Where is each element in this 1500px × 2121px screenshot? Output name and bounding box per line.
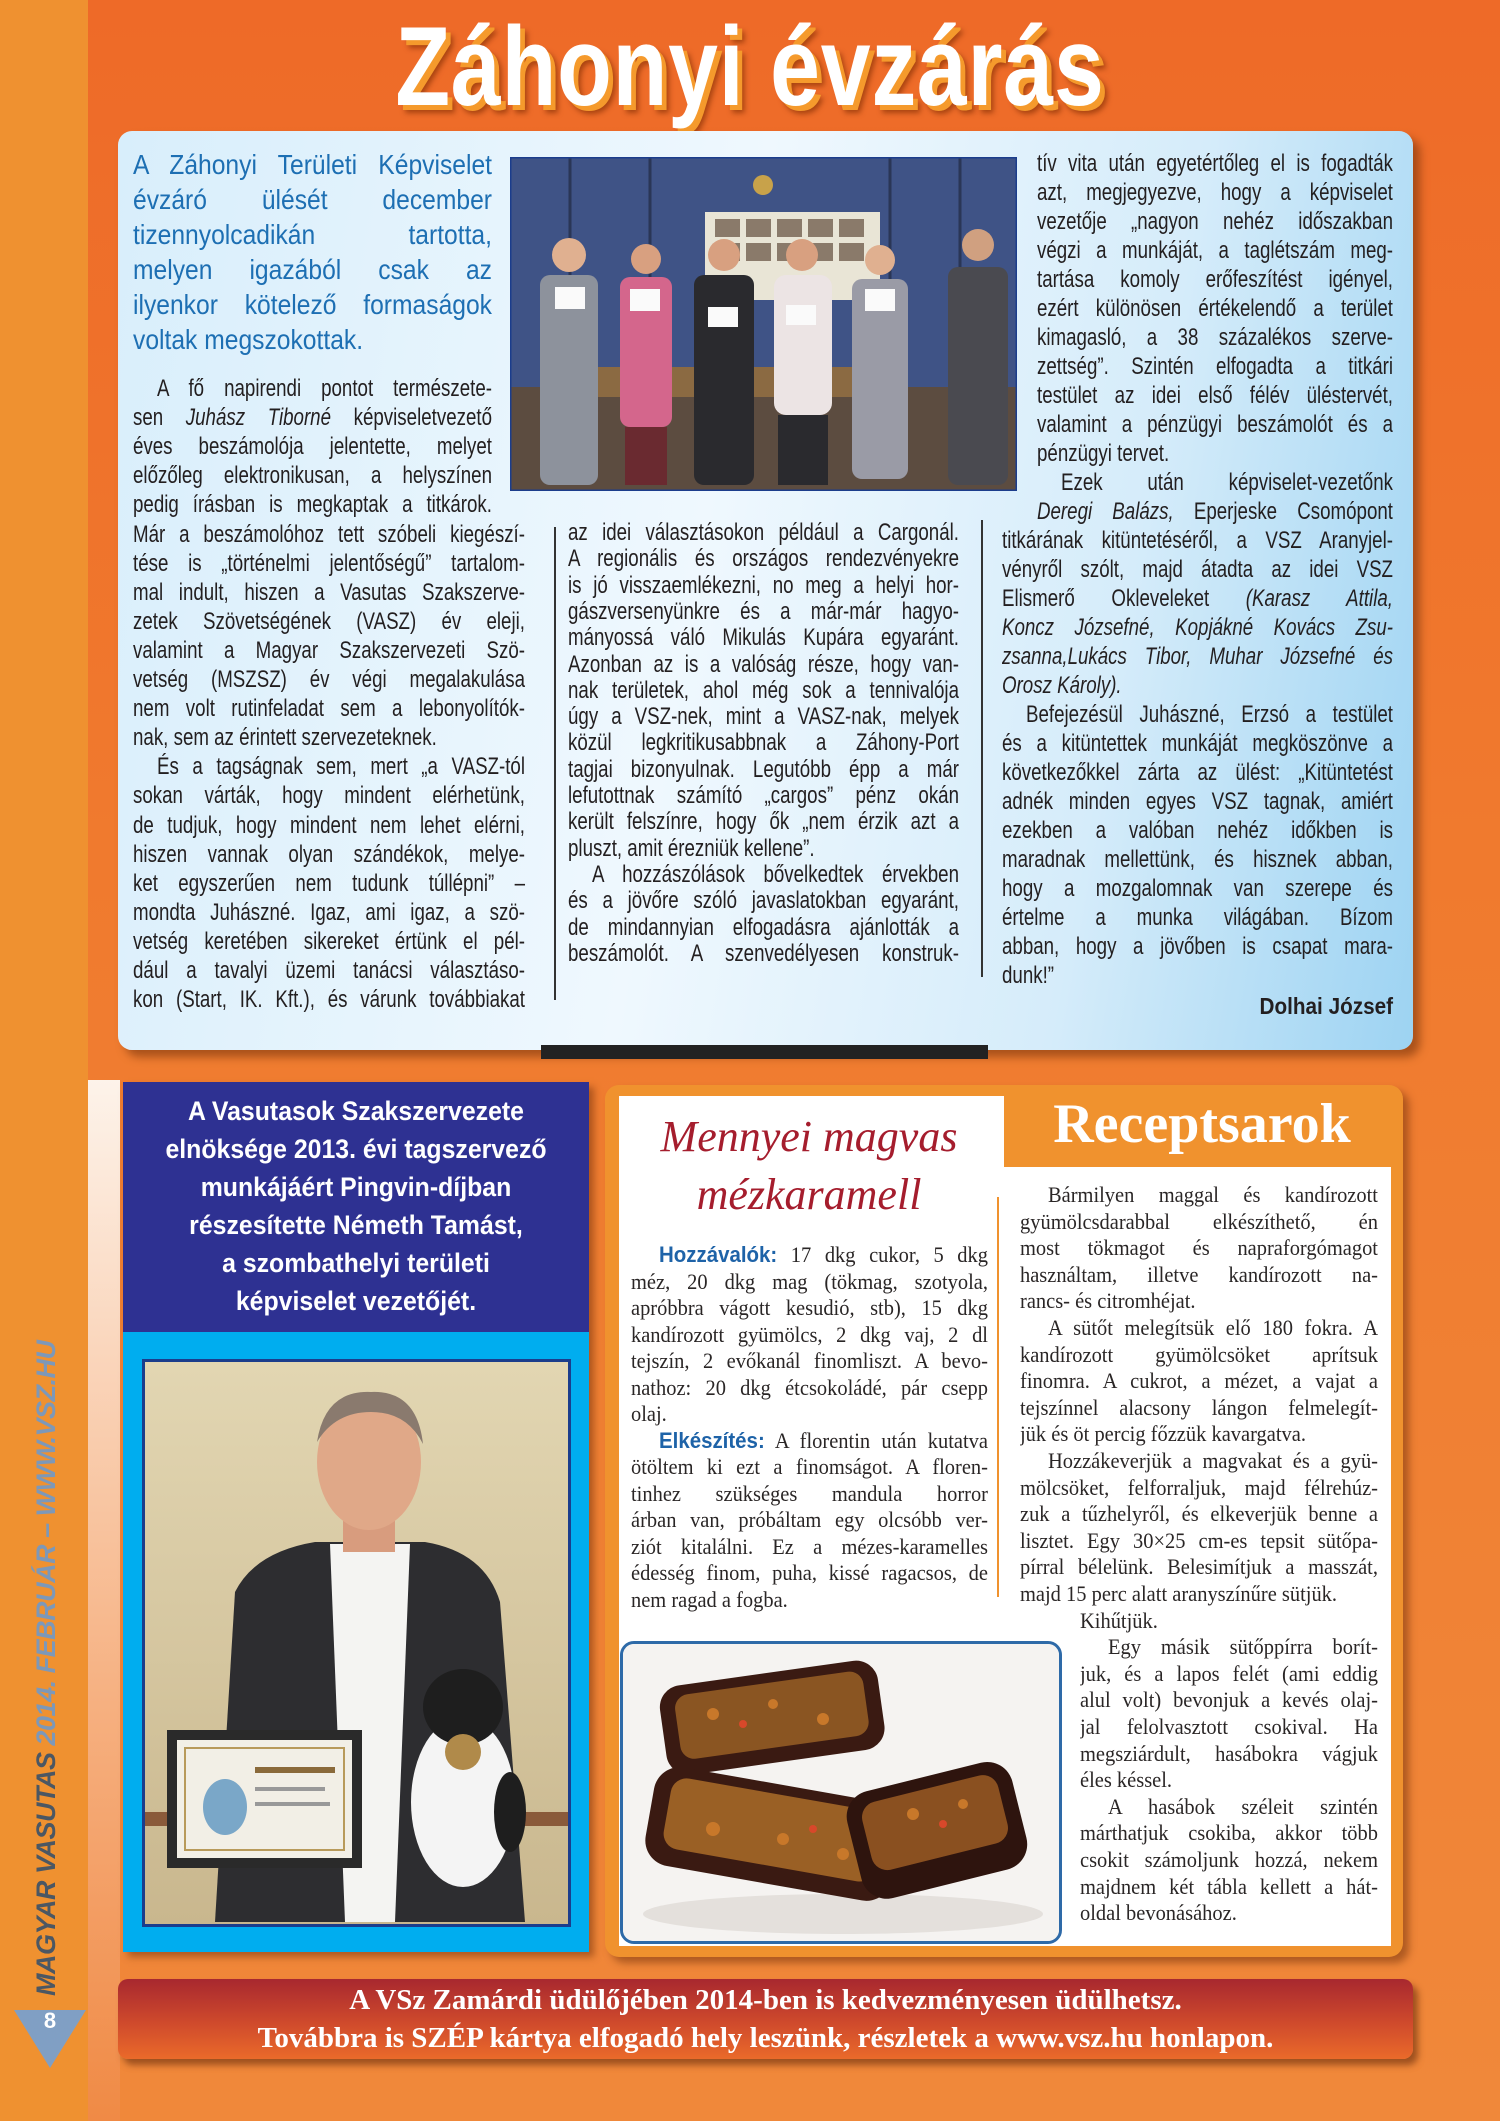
text-line: dául a tavalyi üzemi tanácsi választáso- [133,957,525,984]
text-line: ötöltem ki ezt a finomságot. A floren- [631,1454,988,1479]
text-line: pluszt, amit érezniük kellene”. [568,835,815,862]
text-line: Azonban az is a valóság része, hogy van- [568,651,959,678]
text-line: vetség (MSZSZ) év végi megalakulása [133,666,525,693]
text-line [1002,613,1393,642]
text-line: tejszínnel alacsony lángon felmelegít- [1020,1394,1378,1420]
text-line: Egy másik sütőppírra borít- [1107,1634,1378,1660]
text-line: A fő napirendi pontot természete- [156,375,492,402]
publication-name: MAGYAR VASUTAS [31,1745,61,1996]
text-line: gyümölcsdarabbal elkészíthető, én [1020,1208,1378,1234]
text-line: csokit számoljunk hozzá, nekem [1080,1847,1378,1872]
text-line: mondta Juhászné. Igaz, ami igaz, a szö- [133,898,525,926]
text-line: előzőleg elektronikusan, a helyszínen [133,462,492,490]
text-line: Már a beszámolóhoz tett szóbeli kiegészí- [133,520,525,548]
page-number: 8 [43,2008,57,2033]
text-line: tagjai bizonyulnak. Legutóbb épp a már [568,756,959,783]
text-line: pírral bélelünk. Belesimítjuk a masszát, [1020,1554,1378,1580]
text-line: ezekben a valóban nehéz időkben is [1002,817,1393,844]
text-line: kandírozott gyümölcs, 2 dkg vaj, 2 dl [631,1321,988,1347]
text-line: hogy a mozgalomnak van szerepe és [1002,875,1393,902]
text-line [1002,642,1393,671]
text-line: ket egyszerűen nem tudunk túllépni” – [133,869,525,897]
text-segment: Eperjeske Csomópont [1173,498,1393,525]
text-line: használtam, illetve kandírozott na- [1020,1261,1378,1287]
text-line: Kihűtjük. [1080,1607,1158,1633]
text-line: ziót kitalálni. Ez a mézes-karamelles [631,1533,988,1559]
text-line: ezért különösen értékelendő a terület [1037,295,1393,322]
text-line: olaj. [631,1401,667,1426]
text-line: került felszínre, hogy ők „nem érzik azt a [568,809,959,836]
promo-line-2: Továbbra is SZÉP kártya elfogadó hely leszünk, részletek a www.vsz.hu honlapon. [257,2022,1274,2054]
text-line: nem ragad a fogba. [631,1586,788,1612]
text-line: sokan várták, hogy mindent elérhetünk, [133,782,525,810]
text-line: kandírozott gyümölcsöket aprítsuk [1020,1341,1378,1367]
text-line: pénzügyi tervet. [1037,440,1170,467]
text-line: pedig írásban is megkaptak a titkárok. [133,491,492,519]
running-footer [28,1316,64,1996]
text-line: testület az idei első félév üléstervét, [1037,382,1393,409]
text-line: úgy a VSZ-nek, mint a VASZ-nak, melyek [568,704,959,731]
recipe-photo [620,1641,1062,1944]
text-line: hiszen vannak olyan szándékok, melye- [133,840,525,868]
text-line [1002,584,1393,613]
text-line: mölcsöket, felforraljuk, majd félrehúz- [1020,1474,1378,1500]
text-line: és a kitüntettek munkáját megköszönve a [1002,730,1393,757]
text-line: adnék minden egyes VSZ tagnak, amiért [1002,788,1393,815]
left-margin-gradient [88,1080,120,2121]
text-line: most tökmagot és napraforgómagot [1020,1235,1378,1261]
text-line: majdnem két tábla kellett a hát- [1080,1873,1378,1899]
text-line: is jó visszaemlékezni, no meg a helyi hor- [568,572,959,599]
recipe-title [624,1108,994,1224]
award-photo [142,1359,571,1927]
text-line: ilyenkor kötelező formaságok [133,289,492,320]
text-segment: Elismerő Okleveleket [1002,585,1246,612]
column-divider [554,527,556,1000]
text-line: oldal bevonásához. [1080,1900,1237,1926]
text-line: A hozzászólások bővelkedtek érvekben [591,861,959,888]
text-segment: A florentin után kutatva [764,1427,988,1453]
text-line: abban, hogy a jövőben is csapat mara- [1002,933,1393,960]
text-segment: Koncz Józsefné, Kopjákné Kovács Zsu- [1002,614,1393,641]
caption-line: részesítette Németh Tamást, [189,1210,523,1240]
text-line: vényről szólt, majd átadta az idei VSZ [1002,556,1393,583]
column-divider [981,520,983,977]
recipe-column-divider [997,1197,999,1597]
text-line: vezetője „nagyon nehéz időszakban [1037,208,1393,235]
author-signature: Dolhai József [1259,993,1393,1019]
text-line: rancs- és citromhéjat. [1020,1288,1196,1314]
text-line: édesség finom, puha, kissé ragacsos, de [631,1560,988,1585]
text-segment: 17 dkg cukor, 5 dkg [777,1242,988,1267]
text-line: valamint a pénzügyi beszámolót és a [1037,411,1393,438]
text-line [1002,671,1393,700]
text-segment: Deregi Balázs, [1037,498,1174,525]
text-line: A regionális és országos rendezvényekre [568,546,959,573]
award-box [123,1082,589,1952]
caption-line: elnöksége 2013. évi tagszervező [165,1134,547,1164]
text-line: majd 15 perc alatt aranyszínűre sütjük. [1020,1581,1338,1606]
text-segment: sen [133,404,186,432]
section-bar [541,1045,988,1059]
text-line: juk, és a lapos felét (ami eddig [1080,1660,1378,1686]
text-line: értelme a munka világában. Bízom [1002,904,1393,931]
promo-banner [118,1979,1413,2059]
text-line: Befejezésül Juhászné, Erzsó a testület [1025,701,1393,728]
text-line: kimagasló, a 38 százalékos szerve- [1037,324,1393,351]
text-line: tejszín, 2 evőkanál finomliszt. A bevo- [631,1348,988,1373]
caption-line: A Vasutasok Szakszervezete [187,1096,525,1126]
text-line: következőkkel zárta az ülést: „Kitüntetést [1002,759,1393,786]
promo-line-1: A VSz Zamárdi üdülőjében 2014-ben is kedvezményesen üdülhetsz. [349,1984,1182,2016]
text-line: azt, megjegyezve, hogy a képviselet [1037,179,1393,206]
text-line: tív vita után egyetértőleg el is fogadták [1037,150,1393,177]
text-line: lisztet. Egy 30×25 cm-es tepsit sütőpa- [1020,1527,1378,1553]
text-line: az idei választásokon például a Cargonál. [568,520,959,546]
text-line: tinhez szükséges mandula horror [631,1480,988,1506]
text-line: nathoz: 20 dkg étcsokoládé, pár csepp [631,1374,988,1400]
text-line: A sütőt melegítsük elő 180 fokra. A [1047,1315,1378,1340]
text-line: apróbbra vágott kesudió, stb), 15 dkg [631,1295,988,1320]
text-line: tizennyolcadikán tartotta, [133,219,492,250]
text-line: éves beszámolója jelentette, melyet [133,433,492,461]
text-line: titkárának kitüntetéséről, a VSZ Aranyjel- [1002,527,1393,554]
issue-and-website: 2014. FEBRUÁR – WWW.VSZ.HU [31,1340,61,1746]
text-line: nem volt rutinfeladat sem a lebonyolítók- [133,695,525,723]
text-line: jük és öt percig főzzük kavargatva. [1020,1421,1306,1447]
text-line: de tudjuk, hogy mindent nem lehet elérni, [133,811,525,839]
group-photo [510,157,1017,491]
text-line: márthatjuk csokiba, akkor több [1080,1820,1378,1846]
text-line: árban van, próbáltam egy olcsóbb ver- [631,1507,988,1532]
text-segment: Elkészítés: [658,1427,765,1453]
caption-line: a szombathelyi területi [222,1248,490,1278]
recipe-title-line: mézkaramell [696,1170,922,1219]
text-line: A Záhonyi Területi Képviselet [133,149,492,180]
text-line: éles késsel. [1080,1767,1173,1793]
text-line: És a tagságnak sem, mert „a VASZ-tól [156,753,525,781]
text-line: évzáró ülését december [133,184,492,215]
text-segment: (Karasz Attila, [1245,585,1393,612]
caption-line: munkájáért Pingvin-díjban [200,1172,512,1202]
text-line: melyen igazából csak az [133,254,492,285]
text-line: maradnak mellettünk, és hisznek abban, [1002,846,1393,873]
text-line: nak területek, ahol még sok a tennivalója [568,677,959,704]
text-line: mal indult, hiszen a Vasutas Szakszerve- [133,578,525,606]
award-caption [123,1082,589,1332]
text-line: Ezek után képviselet-vezetőnk [1060,469,1393,496]
text-line: nak, sem az érintett szervezeteknek. [133,724,437,752]
text-segment: Juhász Tiborné [185,404,331,432]
text-line [133,403,492,432]
text-line: Hozzákeverjük a magvakat és a gyü- [1047,1448,1378,1473]
text-line: A hasábok széleit szintén [1107,1793,1378,1819]
text-line: dunk!” [1002,962,1055,989]
text-line: gászversenyünkre és a már-már hagyo- [568,598,959,625]
caption-line: képviselet vezetőjét. [235,1286,477,1316]
text-segment: Hozzávalók: [658,1242,778,1267]
text-line: közül legkritikusabbnak a Záhony-Port [568,730,959,757]
text-line: kon (Start, IK. Kft.), és várunk továbbiakat [133,986,525,1014]
text-line: zetek Szövetségének (VASZ) év eleji, [133,607,525,635]
text-line [1037,497,1393,526]
text-segment: képviseletvezető [330,404,492,432]
text-line: és a jövőre szóló javaslatokban egyaránt, [568,888,959,915]
text-line: valamint a Magyar Szakszervezeti Szö- [133,636,525,664]
text-segment: Orosz Károly). [1002,672,1122,699]
text-line: voltak megszokottak. [133,324,364,355]
text-line: végzi a munkáját, a taglétszám meg- [1037,237,1393,264]
text-line: lefutottnak számító „cargos” pénz okán [568,783,959,809]
recipe-section-header: Receptsarok [1004,1085,1400,1167]
text-line: alul volt) bevonjuk a kevés olaj- [1080,1687,1378,1713]
text-line: mányossá váló Mikulás Kupára egyaránt. [568,625,959,652]
article-title: Záhonyi évzárás [395,4,1105,129]
text-line: zettség”. Szintén elfogadta a titkári [1037,353,1393,380]
text-line: de mindannyian elfogadásra ajánlották a [568,914,959,941]
text-line: megsziárdult, hasábokra vágjuk [1080,1740,1378,1766]
text-line: Bármilyen maggal és kandírozott [1047,1182,1378,1207]
text-line [631,1242,988,1269]
text-line: finomra. A cukrot, a mézet, a vajat a [1020,1368,1378,1394]
text-line: jal felolvasztott csokival. Ha [1080,1714,1378,1739]
text-line: zuk a tűzhelyről, és elkeverjük benne a [1020,1501,1378,1527]
text-line: vetség keretében sikereket értünk el pél- [133,927,525,955]
text-line: tartása komoly erőfeszítést igényel, [1037,266,1393,293]
text-line [631,1428,988,1455]
text-line: méz, 20 dkg mag (tökmag, szotyola, [631,1268,988,1294]
text-segment: zsanna,Lukács Tibor, Muhar Józsefné és [1002,643,1393,670]
recipe-title-line: Mennyei magvas [660,1112,958,1161]
text-line: beszámolót. A szenvedélyesen konstruk- [568,940,959,967]
text-line: tése is „történelmi jelentőségű” tartalom- [133,549,525,577]
